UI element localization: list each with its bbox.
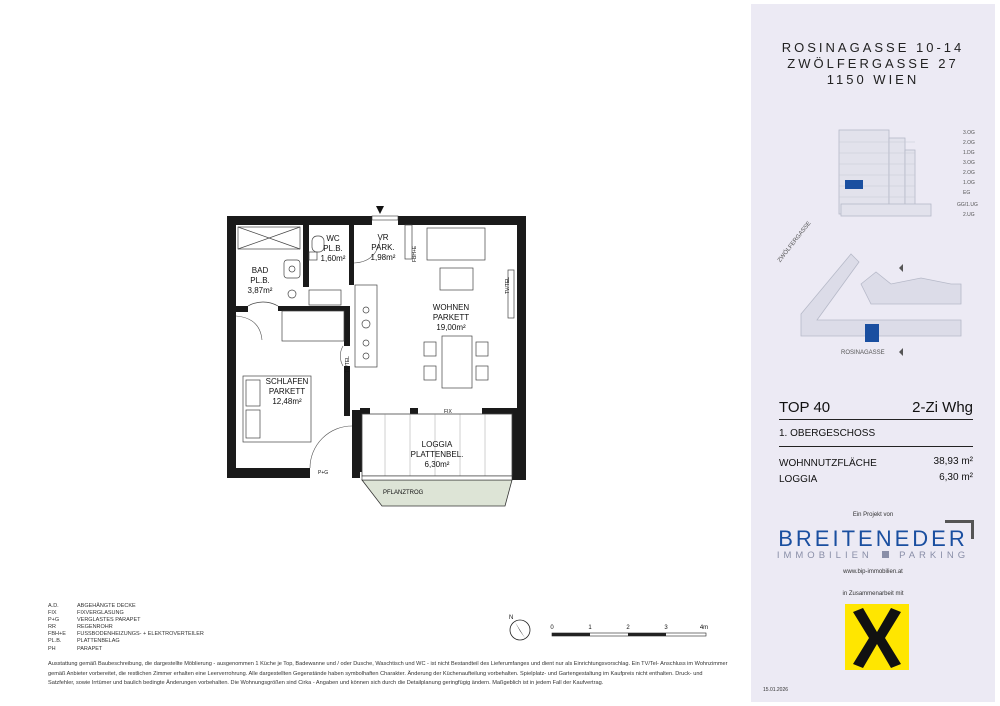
brand-sub-1: IMMOBILIEN — [776, 550, 873, 561]
fbhe-label: FBH+E — [412, 245, 418, 262]
legend-text: PARAPET — [77, 645, 103, 652]
info-sidebar — [751, 4, 995, 702]
schlafen-area: 12,48m² — [272, 397, 302, 406]
brand-subline — [751, 550, 995, 561]
wnf-value: 38,93 m² — [933, 456, 973, 467]
level-label: 3.OG — [963, 130, 975, 136]
brand-mark — [945, 520, 974, 539]
scale-tick: 3 — [664, 625, 668, 631]
compass-north-label: N — [509, 615, 514, 621]
building-elevation — [831, 122, 951, 222]
legend-row — [48, 624, 204, 631]
unit-type: 2-Zi Whg — [912, 399, 973, 416]
wc-floor: PL.B. — [323, 244, 343, 253]
bad-area: 3,87m² — [247, 286, 273, 295]
legend-text: REGENROHR — [77, 624, 113, 631]
level-label: 1.OG — [963, 180, 975, 186]
legend-row — [48, 603, 204, 610]
legend-row — [48, 646, 204, 653]
street-label-rosinagasse: ROSINAGASSE — [841, 350, 885, 356]
site-plan — [781, 244, 971, 359]
wnf-label: WOHNNUTZFLÄCHE — [779, 458, 877, 469]
disclaimer-footnote: Ausstattung gemäß Baubeschreibung, die dargestellte Möblierung - ausgenommen 1 Küche je Top, Badewanne und / oder Dusche, Waschtisch und WC - ist nicht Bestandteil des Lieferumfanges und dient nur als Einrichtungsvorschlag. Ein TV/Tel- Anschluss im Wohnzimmer gemäß Anbieter vorbereitet, die restlichen Zimmer erhalten eine Leerverrohrung. Alle dargestellten Gegenstände haben symbolhaften Charakter. Änderung der Küchenaufteilung vorbehalten. Spielplatz- und Gartengestaltung im Kaufpreis nicht enthalten. Druck- und Satzfehler, sowie Irrtümer und baulich bedingte Änderungen vorbehalten. Die Wohnungsgrößen sind Cirka - Angaben und können sich durch die Detailplanung geringfügig ändern. Maßgeblich ist in jedem Fall der Kaufvertrag. — [48, 661, 728, 686]
legend-abbr: FBH+E — [48, 631, 66, 638]
wohnen-floor: PARKETT — [432, 313, 470, 322]
vr-area: 1,98m² — [370, 253, 396, 262]
pflanztrog-label: PFLANZTROG — [383, 490, 424, 496]
brand-logo: BREITENEDER — [778, 526, 968, 551]
divider — [779, 419, 973, 420]
legend-abbr: PL.B. — [48, 638, 62, 645]
wohnen-name: WOHNEN — [432, 303, 470, 312]
level-label: 2.OG — [963, 140, 975, 146]
legend-abbr: RR — [48, 624, 56, 631]
legend-text: FIXVERGLASUNG — [77, 610, 124, 617]
wc-area: 1,60m² — [320, 254, 346, 263]
loggia-label: LOGGIA — [779, 474, 818, 485]
level-label: 2.OG — [963, 170, 975, 176]
brand-sub-2: PARKING — [899, 550, 970, 561]
brand-separator — [882, 551, 889, 558]
scale-bar — [550, 625, 708, 636]
level-label: GG/1.UG — [957, 202, 978, 208]
loggia-name: LOGGIA — [421, 440, 453, 449]
wc-name: WC — [326, 234, 340, 243]
legend-text: ABGEHÄNGTE DECKE — [77, 603, 136, 609]
date: 15.01.2026 — [763, 687, 789, 693]
loggia-value: 6,30 m² — [939, 472, 973, 483]
legend-text: PLATTENBELAG — [77, 638, 120, 645]
legend — [48, 603, 204, 653]
divider — [779, 446, 973, 447]
cooperation-label: in Zusammenarbeit mit — [842, 591, 904, 597]
entry-marker — [376, 206, 384, 214]
legend-abbr: FIX — [48, 610, 57, 617]
level-label: EG — [963, 190, 971, 196]
scale-tick: 0 — [550, 625, 554, 631]
legend-abbr: A.D. — [48, 603, 59, 609]
bad-name: BAD — [251, 266, 269, 275]
vr-name: VR — [377, 233, 389, 242]
raiffeisen-logo — [845, 604, 909, 670]
unit-highlight-site — [865, 324, 879, 342]
tvtel-label-living: TV/TEL — [505, 277, 511, 294]
scale-tick: 1 — [588, 625, 592, 631]
address-line-2: ZWÖLFERGASSE 27 — [787, 56, 959, 71]
compass — [509, 615, 530, 640]
schlafen-floor: PARKETT — [268, 387, 306, 396]
legend-row — [48, 631, 204, 638]
legend-text: FUSSBODENHEIZUNGS- + ELEKTROVERTEILER — [77, 631, 204, 638]
legend-abbr: PH — [48, 645, 56, 652]
fix-label: FIX — [444, 409, 452, 415]
level-label: 1.DG — [963, 150, 975, 156]
bad-floor: PL.B. — [250, 276, 270, 285]
legend-row — [48, 638, 204, 645]
street-label-zwoelfergasse: ZWÖLFERGASSE — [777, 220, 813, 264]
loggia-floor: PLATTENBEL. — [410, 450, 464, 459]
website: www.bip-immobilien.at — [843, 569, 903, 575]
level-label: 2.UG — [963, 212, 975, 218]
legend-row — [48, 610, 204, 617]
address-line-1: ROSINAGASSE 10-14 — [781, 40, 965, 55]
legend-row — [48, 617, 204, 624]
address-line-3: 1150 WIEN — [826, 72, 920, 87]
floor-label: 1. OBERGESCHOSS — [779, 428, 876, 439]
scale-tick: 4m — [699, 625, 709, 631]
pg-label: P+G — [318, 470, 329, 476]
unit-number: TOP 40 — [779, 399, 831, 416]
level-label: 3.OG — [963, 160, 975, 166]
loggia-area: 6,30m² — [424, 460, 450, 469]
scale-tick: 2 — [626, 625, 630, 631]
legend-abbr: P+G — [48, 617, 60, 624]
unit-highlight-elevation — [845, 180, 863, 189]
vr-floor: PARK. — [371, 243, 395, 252]
schlafen-name: SCHLAFEN — [265, 377, 309, 386]
tvtel-label-bedroom: TV/TEL — [345, 356, 351, 373]
wohnen-area: 19,00m² — [436, 323, 466, 332]
project-by: Ein Projekt von — [852, 512, 894, 518]
legend-text: VERGLASTES PARAPET — [77, 617, 141, 624]
